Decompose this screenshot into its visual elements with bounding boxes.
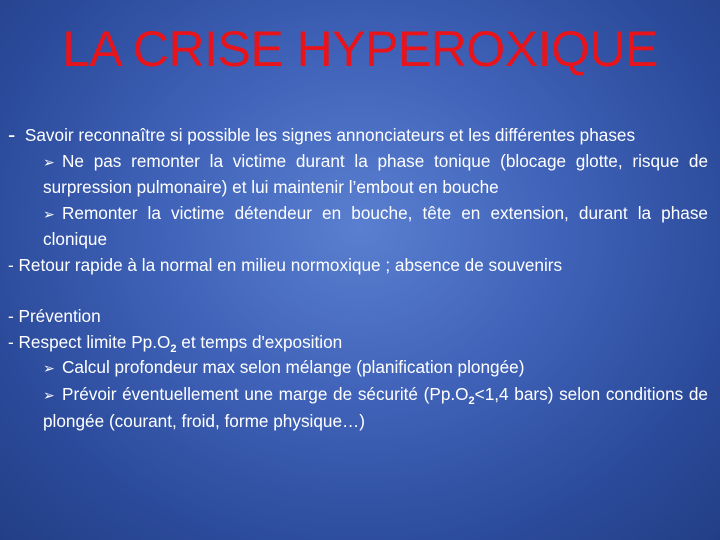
sub-list-item: ➢ Prévoir éventuellement une marge de sécurité ($Pp.O_2<1,4$ bars) selon conditions de plongée (courant, froid, forme physique…)	[43, 383, 708, 431]
arrow-bullet-icon: ➢	[43, 205, 55, 222]
slide-body	[8, 122, 708, 434]
arrow-bullet-icon: ➢	[43, 153, 55, 170]
list-item: - Respect limite $Pp.O_2$ et temps d'exposition	[8, 331, 343, 355]
arrow-bullet-icon: ➢	[43, 386, 55, 403]
list-item: - Savoir reconnaître si possible les signes annonciateurs et les différentes phases	[8, 122, 636, 147]
sub-list-item: ➢ Ne pas remonter la victime durant la phase tonique (blocage glotte, risque de surpression pulmonaire) et lui maintenir l’embout en bouche	[43, 150, 708, 198]
sub-list-item: ➢ Remonter la victime détendeur en bouche, tête en extension, durant la phase clonique	[43, 202, 708, 250]
arrow-bullet-icon: ➢	[43, 360, 55, 377]
slide-title: LA CRISE HYPEROXIQUE	[62, 21, 658, 77]
spacer	[8, 279, 708, 305]
list-item: - Prévention	[8, 306, 101, 327]
sub-list-item: ➢ Calcul profondeur max selon mélange (planification plongée)	[8, 355, 708, 382]
list-item: - Retour rapide à la normal en milieu normoxique ; absence de souvenirs	[8, 254, 563, 275]
